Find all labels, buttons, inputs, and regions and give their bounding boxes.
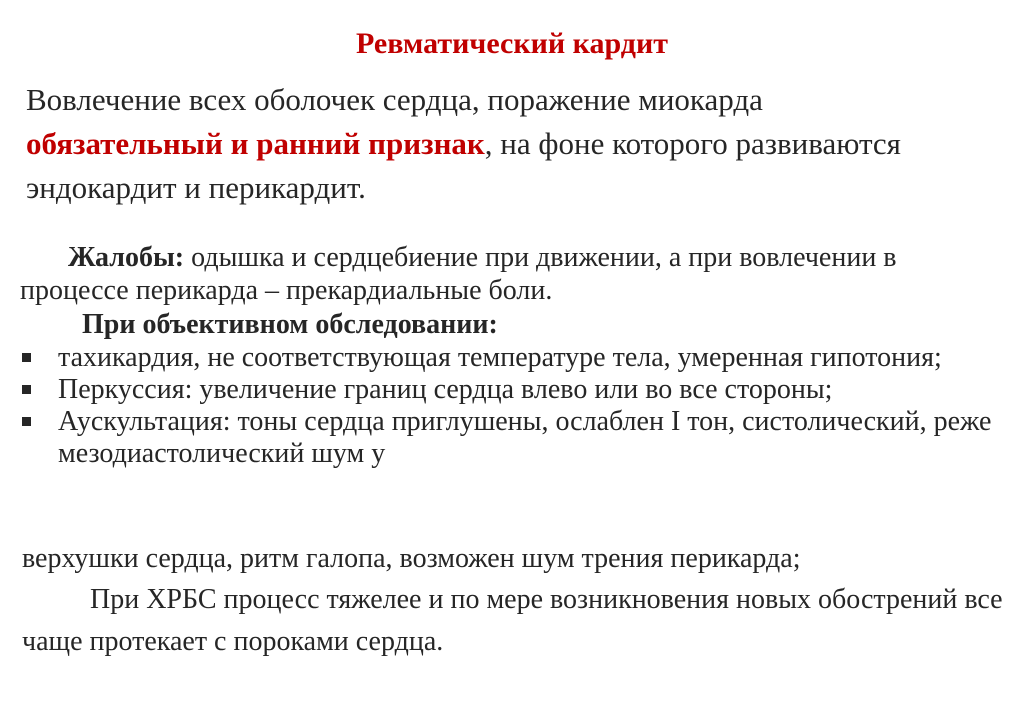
bullet-square-icon: [22, 385, 31, 394]
intro-paragraph: [26, 78, 1006, 210]
list-item: [20, 374, 1010, 406]
list-item: [20, 342, 1010, 374]
bullet-square-icon: [22, 417, 31, 426]
intro-emphasis: обязательный и ранний признак: [26, 126, 485, 161]
complaints-text: одышка и сердцебиение при движении, а при вовлечении в процессе перикарда – прекардиальные боли.: [20, 242, 897, 306]
list-item: [20, 406, 1010, 470]
exam-heading: При объективном обследовании:: [82, 309, 498, 340]
finding-text: Перкуссия: увеличение границ сердца влево или во все стороны;: [58, 374, 833, 405]
complaints-paragraph: [20, 241, 1010, 307]
conclusion-text: При ХРБС процесс тяжелее и по мере возникновения новых обострений все чаще протекает с пороками сердца.: [22, 584, 1003, 657]
intro-text-2: , на фоне которого развиваются эндокардит и перикардит.: [26, 126, 901, 205]
bullet-square-icon: [22, 353, 31, 362]
intro-text-1: Вовлечение всех оболочек сердца, поражение миокарда: [26, 82, 763, 117]
findings-list: [20, 342, 1010, 470]
finding-text: Аускультация: тоны сердца приглушены, ослаблен I тон, систолический, реже мезодиастолический шум у: [58, 406, 992, 469]
complaints-heading: Жалобы:: [68, 242, 185, 273]
conclusion-paragraph: [22, 579, 1012, 663]
finding-text: тахикардия, не соответствующая температуре тела, умеренная гипотония;: [58, 342, 942, 373]
slide-title: Ревматический кардит: [356, 27, 668, 60]
findings-tail: верхушки сердца, ритм галопа, возможен шум трения перикарда;: [22, 543, 801, 574]
